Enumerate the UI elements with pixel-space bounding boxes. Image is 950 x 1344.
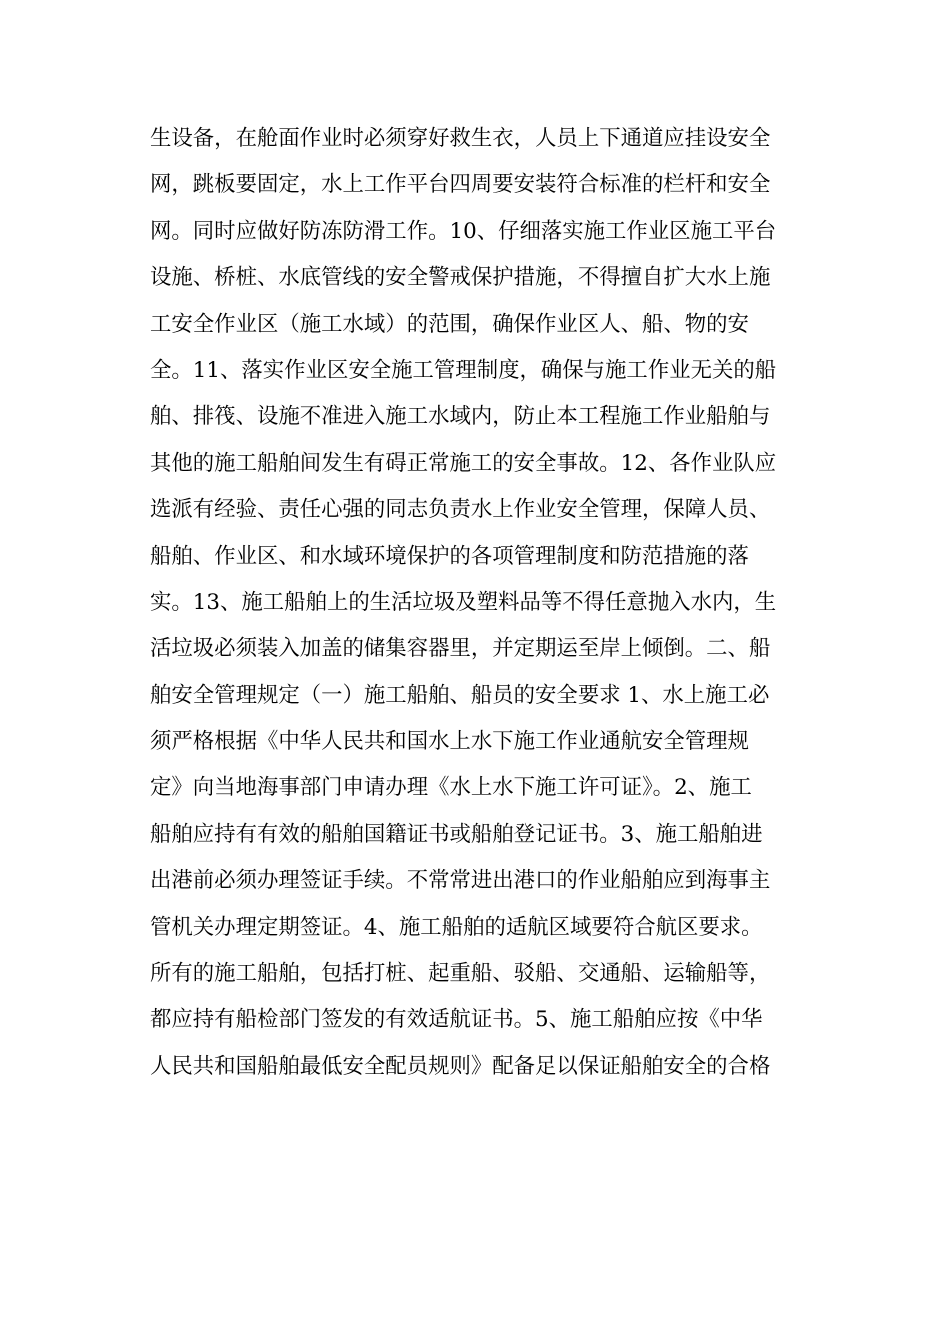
text-line: 管机关办理定期签证。4、施工船舶的适航区域要符合航区要求。 [150,914,763,940]
text-line: 网，跳板要固定，水上工作平台四周要安装符合标准的栏杆和安全 [150,172,771,198]
text-line: 舶、排筏、设施不准进入施工水域内，防止本工程施工作业船舶与 [150,404,771,430]
text-line: 须严格根据《中华人民共和国水上水下施工作业通航安全管理规 [150,729,749,755]
text-line: 船舶、作业区、和水域环境保护的各项管理制度和防范措施的落 [150,543,749,569]
text-line: 设施、桥桩、水底管线的安全警戒保护措施，不得擅自扩大水上施 [150,265,771,291]
text-line: 全。11、落实作业区安全施工管理制度，确保与施工作业无关的船 [150,357,777,383]
text-line: 其他的施工船舶间发生有碍正常施工的安全事故。12、各作业队应 [150,450,777,476]
text-line: 都应持有船检部门签发的有效适航证书。5、施工船舶应按《中华 [150,1007,763,1033]
text-line: 实。13、施工船舶上的生活垃圾及塑料品等不得任意抛入水内，生 [150,589,777,615]
text-line: 定》向当地海事部门申请办理《水上水下施工许可证》。2、施工 [150,775,752,801]
text-line: 船舶应持有有效的船舶国籍证书或船舶登记证书。3、施工船舶进 [150,821,763,847]
text-line: 工安全作业区（施工水域）的范围，确保作业区人、船、物的安 [150,311,749,337]
text-line: 出港前必须办理签证手续。不常常进出港口的作业船舶应到海事主 [150,868,771,894]
body-paragraph [150,116,810,1090]
text-line: 活垃圾必须装入加盖的储集容器里，并定期运至岸上倾倒。二、船 [150,636,771,662]
text-line: 网。同时应做好防冻防滑工作。10、仔细落实施工作业区施工平台 [150,218,777,244]
text-line: 生设备，在舱面作业时必须穿好救生衣，人员上下通道应挂设安全 [150,126,771,151]
text-line: 人民共和国船舶最低安全配员规则》配备足以保证船舶安全的合格 [150,1053,771,1079]
text-line: 选派有经验、责任心强的同志负责水上作业安全管理，保障人员、 [150,497,771,523]
text-line: 所有的施工船舶，包括打桩、起重船、驳船、交通船、运输船等， [150,961,771,987]
text-line: 舶安全管理规定（一）施工船舶、船员的安全要求 1、水上施工必 [150,682,770,708]
